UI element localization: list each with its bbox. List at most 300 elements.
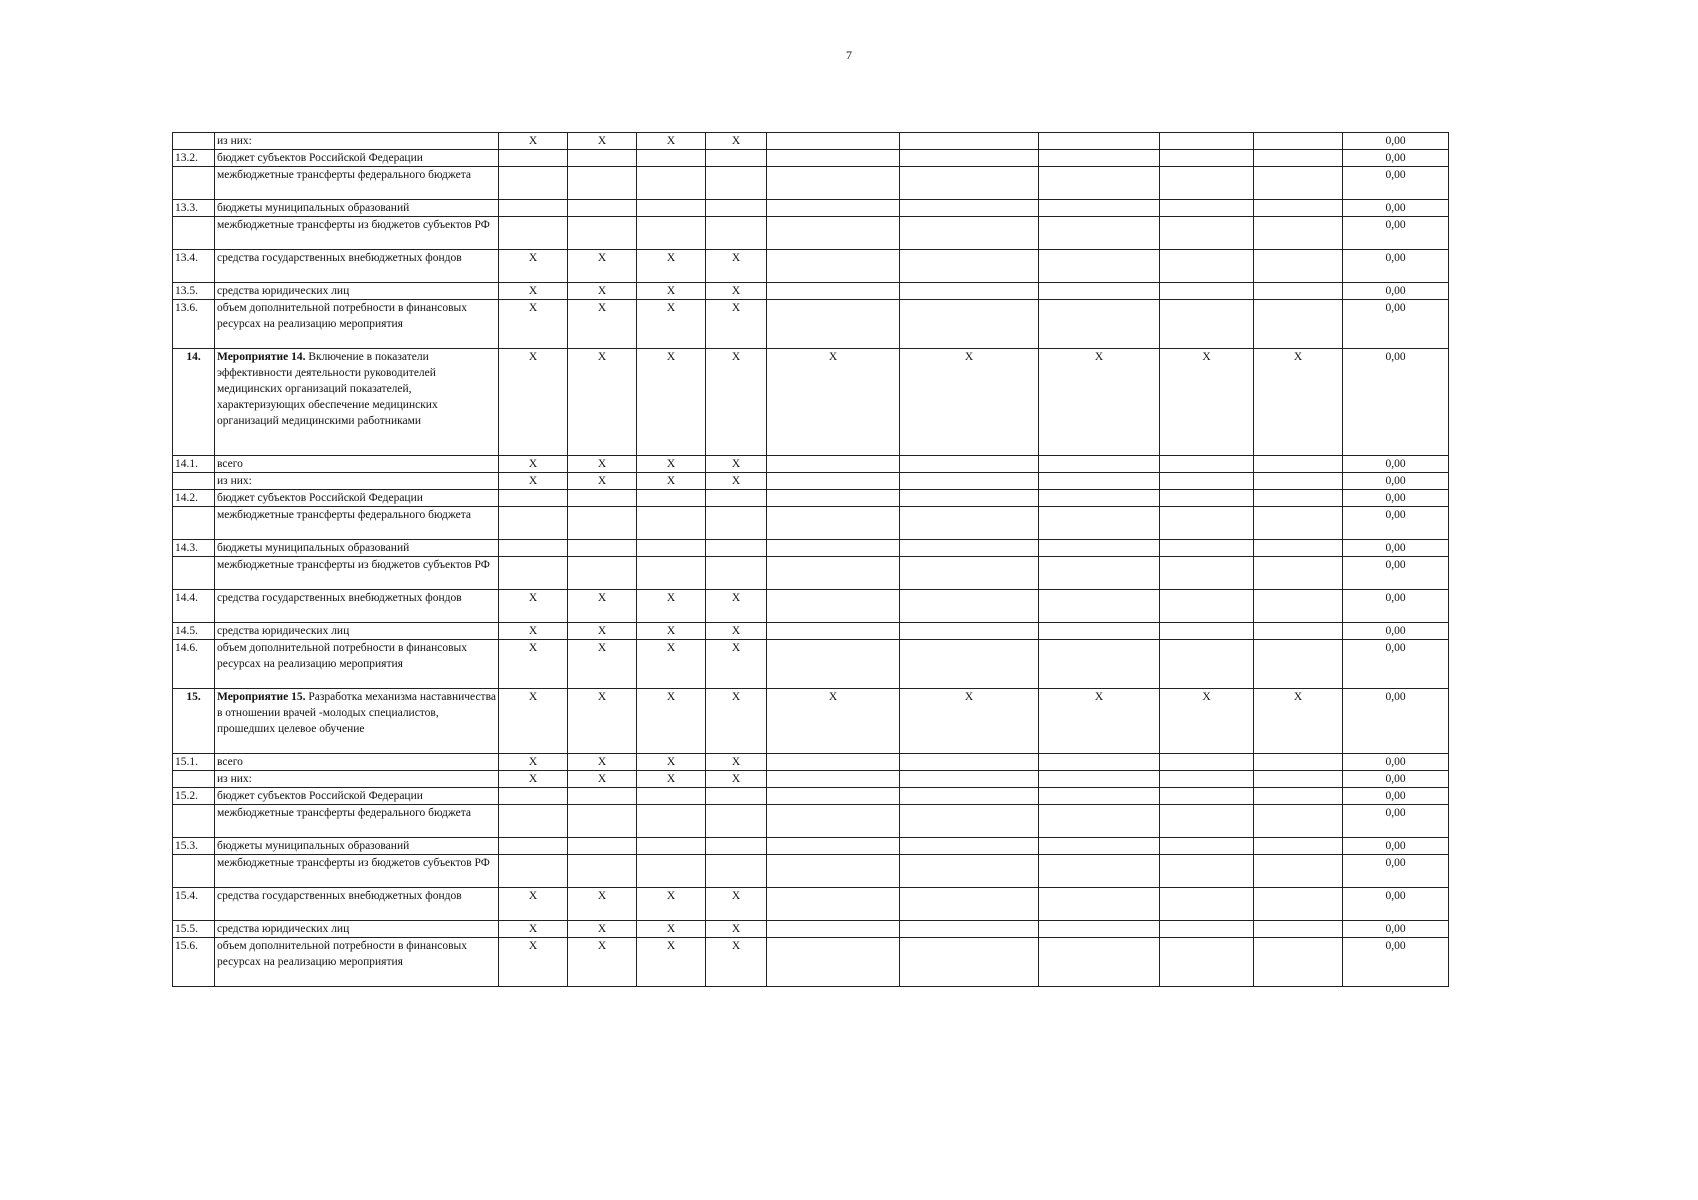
row-name xyxy=(215,250,499,283)
sum-cell: 0,00 xyxy=(1343,921,1449,938)
table-row xyxy=(173,771,1449,788)
mark-cell xyxy=(568,540,637,557)
mark-cell xyxy=(1160,473,1254,490)
mark-cell xyxy=(1160,938,1254,987)
mark-cell xyxy=(1039,788,1160,805)
table-row xyxy=(173,250,1449,283)
row-number: 13.5. xyxy=(173,283,215,300)
mark-cell xyxy=(1254,805,1343,838)
row-number: 15.5. xyxy=(173,921,215,938)
row-number: 15.1. xyxy=(173,754,215,771)
mark-cell xyxy=(568,490,637,507)
measure-title: Мероприятие 14. xyxy=(217,351,306,363)
row-number: 14.3. xyxy=(173,540,215,557)
row-name xyxy=(215,456,499,473)
row-number: 15.2. xyxy=(173,788,215,805)
row-number: 14.2. xyxy=(173,490,215,507)
row-name-text: из них: xyxy=(217,773,252,785)
mark-cell xyxy=(706,167,767,200)
mark-cell xyxy=(1039,473,1160,490)
mark-cell xyxy=(900,150,1039,167)
table-row xyxy=(173,788,1449,805)
mark-cell: X xyxy=(499,349,568,456)
mark-cell xyxy=(767,805,900,838)
table-row xyxy=(173,456,1449,473)
table-row xyxy=(173,300,1449,349)
mark-cell: X xyxy=(637,473,706,490)
mark-cell: X xyxy=(637,349,706,456)
mark-cell xyxy=(1039,754,1160,771)
mark-cell: X xyxy=(1254,349,1343,456)
mark-cell xyxy=(637,557,706,590)
mark-cell xyxy=(1039,217,1160,250)
mark-cell: X xyxy=(499,640,568,689)
mark-cell xyxy=(637,540,706,557)
mark-cell xyxy=(1254,640,1343,689)
mark-cell xyxy=(1039,888,1160,921)
mark-cell: X xyxy=(900,349,1039,456)
mark-cell: X xyxy=(706,754,767,771)
mark-cell xyxy=(706,805,767,838)
table-row xyxy=(173,590,1449,623)
row-name-text: из них: xyxy=(217,475,252,487)
row-number: 13.3. xyxy=(173,200,215,217)
mark-cell xyxy=(568,200,637,217)
mark-cell xyxy=(637,167,706,200)
mark-cell xyxy=(568,167,637,200)
row-name-text: средства государственных внебюджетных фондов xyxy=(217,252,462,264)
mark-cell xyxy=(1160,557,1254,590)
mark-cell: X xyxy=(706,133,767,150)
row-name xyxy=(215,217,499,250)
table-row xyxy=(173,938,1449,987)
mark-cell: X xyxy=(637,689,706,754)
mark-cell: X xyxy=(637,250,706,283)
mark-cell xyxy=(767,921,900,938)
sum-cell: 0,00 xyxy=(1343,771,1449,788)
mark-cell xyxy=(1160,838,1254,855)
mark-cell xyxy=(1160,590,1254,623)
mark-cell xyxy=(637,490,706,507)
mark-cell xyxy=(1039,133,1160,150)
mark-cell xyxy=(1160,921,1254,938)
mark-cell xyxy=(900,300,1039,349)
row-number: 13.6. xyxy=(173,300,215,349)
mark-cell xyxy=(706,788,767,805)
mark-cell xyxy=(1160,640,1254,689)
mark-cell xyxy=(767,167,900,200)
mark-cell xyxy=(767,557,900,590)
sum-cell: 0,00 xyxy=(1343,473,1449,490)
row-name-text: межбюджетные трансферты федерального бюджета xyxy=(217,509,472,521)
budget-table xyxy=(172,132,1449,987)
row-name xyxy=(215,788,499,805)
row-name-text: межбюджетные трансферты из бюджетов субъектов РФ xyxy=(217,559,490,571)
row-name xyxy=(215,540,499,557)
row-name-text: Включение в показатели эффективности деятельности руководителей медицинских организаций показателей, характеризующих обеспечение медицинских организаций медицинскими работниками xyxy=(217,351,438,427)
mark-cell xyxy=(499,788,568,805)
measure-title: Мероприятие 15. xyxy=(217,691,306,703)
mark-cell: X xyxy=(568,938,637,987)
mark-cell xyxy=(499,200,568,217)
mark-cell xyxy=(767,456,900,473)
mark-cell xyxy=(637,805,706,838)
row-name xyxy=(215,150,499,167)
mark-cell xyxy=(1039,200,1160,217)
mark-cell xyxy=(1160,855,1254,888)
mark-cell xyxy=(1160,150,1254,167)
row-name xyxy=(215,938,499,987)
mark-cell xyxy=(1254,557,1343,590)
row-name-text: всего xyxy=(217,458,243,470)
row-number xyxy=(173,771,215,788)
mark-cell xyxy=(706,507,767,540)
mark-cell xyxy=(767,300,900,349)
mark-cell: X xyxy=(568,473,637,490)
mark-cell xyxy=(637,855,706,888)
sum-cell: 0,00 xyxy=(1343,590,1449,623)
mark-cell xyxy=(900,200,1039,217)
mark-cell xyxy=(568,557,637,590)
mark-cell xyxy=(767,473,900,490)
mark-cell xyxy=(1254,507,1343,540)
mark-cell xyxy=(706,490,767,507)
row-name-text: бюджеты муниципальных образований xyxy=(217,840,410,852)
row-number xyxy=(173,133,215,150)
row-name-text: межбюджетные трансферты федерального бюджета xyxy=(217,807,472,819)
mark-cell xyxy=(1254,200,1343,217)
mark-cell xyxy=(1254,133,1343,150)
row-number xyxy=(173,473,215,490)
mark-cell xyxy=(1039,283,1160,300)
row-number: 14.6. xyxy=(173,640,215,689)
row-name-text: средства государственных внебюджетных фондов xyxy=(217,890,462,902)
sum-cell: 0,00 xyxy=(1343,349,1449,456)
table-row xyxy=(173,557,1449,590)
mark-cell xyxy=(1160,167,1254,200)
row-number xyxy=(173,855,215,888)
mark-cell xyxy=(767,771,900,788)
table-row xyxy=(173,133,1449,150)
mark-cell xyxy=(1039,507,1160,540)
row-name xyxy=(215,349,499,456)
row-name-text: бюджет субъектов Российской Федерации xyxy=(217,790,423,802)
mark-cell xyxy=(1039,590,1160,623)
mark-cell xyxy=(1160,250,1254,283)
mark-cell xyxy=(706,540,767,557)
mark-cell xyxy=(1254,250,1343,283)
mark-cell xyxy=(900,217,1039,250)
mark-cell xyxy=(1160,805,1254,838)
mark-cell: X xyxy=(499,250,568,283)
mark-cell xyxy=(767,838,900,855)
mark-cell xyxy=(499,167,568,200)
row-name xyxy=(215,754,499,771)
mark-cell xyxy=(1254,623,1343,640)
mark-cell xyxy=(767,200,900,217)
sum-cell: 0,00 xyxy=(1343,200,1449,217)
row-name-text: межбюджетные трансферты федерального бюджета xyxy=(217,169,472,181)
mark-cell xyxy=(900,788,1039,805)
row-name xyxy=(215,590,499,623)
mark-cell xyxy=(767,150,900,167)
table-row xyxy=(173,507,1449,540)
table-row xyxy=(173,623,1449,640)
mark-cell xyxy=(1039,300,1160,349)
mark-cell xyxy=(1254,855,1343,888)
row-name-text: объем дополнительной потребности в финансовых ресурсах на реализацию мероприятия xyxy=(217,302,468,330)
mark-cell xyxy=(637,788,706,805)
mark-cell xyxy=(767,754,900,771)
mark-cell: X xyxy=(499,283,568,300)
mark-cell xyxy=(1039,623,1160,640)
mark-cell xyxy=(1039,250,1160,283)
mark-cell xyxy=(900,540,1039,557)
mark-cell xyxy=(1039,456,1160,473)
mark-cell xyxy=(568,150,637,167)
mark-cell xyxy=(767,217,900,250)
mark-cell xyxy=(900,590,1039,623)
row-number: 13.2. xyxy=(173,150,215,167)
mark-cell: X xyxy=(637,640,706,689)
mark-cell xyxy=(1160,456,1254,473)
mark-cell xyxy=(767,250,900,283)
mark-cell xyxy=(499,540,568,557)
mark-cell xyxy=(1160,507,1254,540)
mark-cell xyxy=(637,200,706,217)
mark-cell xyxy=(1254,540,1343,557)
mark-cell xyxy=(1160,300,1254,349)
mark-cell: X xyxy=(706,938,767,987)
mark-cell xyxy=(1039,921,1160,938)
mark-cell xyxy=(900,855,1039,888)
mark-cell xyxy=(1039,805,1160,838)
mark-cell: X xyxy=(637,888,706,921)
sum-cell: 0,00 xyxy=(1343,805,1449,838)
mark-cell xyxy=(767,283,900,300)
row-number xyxy=(173,507,215,540)
mark-cell xyxy=(900,938,1039,987)
mark-cell xyxy=(900,640,1039,689)
mark-cell xyxy=(900,921,1039,938)
mark-cell xyxy=(568,805,637,838)
row-number: 14.5. xyxy=(173,623,215,640)
mark-cell xyxy=(499,838,568,855)
row-name xyxy=(215,921,499,938)
mark-cell xyxy=(706,838,767,855)
mark-cell: X xyxy=(1039,689,1160,754)
mark-cell xyxy=(1254,490,1343,507)
mark-cell xyxy=(1039,640,1160,689)
mark-cell xyxy=(1039,150,1160,167)
mark-cell: X xyxy=(706,473,767,490)
row-name xyxy=(215,805,499,838)
mark-cell: X xyxy=(499,133,568,150)
mark-cell xyxy=(900,771,1039,788)
mark-cell xyxy=(1254,473,1343,490)
row-name-text: из них: xyxy=(217,135,252,147)
mark-cell xyxy=(900,557,1039,590)
sum-cell: 0,00 xyxy=(1343,754,1449,771)
mark-cell xyxy=(1254,788,1343,805)
row-name xyxy=(215,490,499,507)
mark-cell: X xyxy=(637,938,706,987)
mark-cell xyxy=(767,540,900,557)
row-name-text: объем дополнительной потребности в финансовых ресурсах на реализацию мероприятия xyxy=(217,642,468,670)
mark-cell xyxy=(1254,300,1343,349)
sum-cell: 0,00 xyxy=(1343,838,1449,855)
mark-cell: X xyxy=(568,921,637,938)
mark-cell xyxy=(1160,623,1254,640)
mark-cell: X xyxy=(637,921,706,938)
sum-cell: 0,00 xyxy=(1343,167,1449,200)
mark-cell: X xyxy=(706,771,767,788)
mark-cell: X xyxy=(499,623,568,640)
mark-cell: X xyxy=(706,456,767,473)
mark-cell xyxy=(1160,771,1254,788)
table-row xyxy=(173,805,1449,838)
mark-cell xyxy=(1254,150,1343,167)
mark-cell xyxy=(767,507,900,540)
mark-cell xyxy=(1160,540,1254,557)
mark-cell: X xyxy=(706,623,767,640)
sum-cell: 0,00 xyxy=(1343,150,1449,167)
row-name-text: объем дополнительной потребности в финансовых ресурсах на реализацию мероприятия xyxy=(217,940,468,968)
mark-cell xyxy=(900,283,1039,300)
mark-cell xyxy=(1254,283,1343,300)
row-name-text: бюджеты муниципальных образований xyxy=(217,542,410,554)
table-row xyxy=(173,540,1449,557)
mark-cell xyxy=(1254,838,1343,855)
row-number xyxy=(173,167,215,200)
mark-cell: X xyxy=(499,300,568,349)
mark-cell: X xyxy=(568,888,637,921)
mark-cell: X xyxy=(637,771,706,788)
mark-cell xyxy=(1160,888,1254,921)
mark-cell: X xyxy=(1254,689,1343,754)
sum-cell: 0,00 xyxy=(1343,640,1449,689)
mark-cell xyxy=(1254,754,1343,771)
row-number xyxy=(173,805,215,838)
mark-cell xyxy=(1254,167,1343,200)
mark-cell xyxy=(900,133,1039,150)
mark-cell: X xyxy=(568,250,637,283)
row-name xyxy=(215,623,499,640)
row-number: 15. xyxy=(173,689,215,754)
mark-cell xyxy=(1254,921,1343,938)
table-row xyxy=(173,640,1449,689)
sum-cell: 0,00 xyxy=(1343,788,1449,805)
mark-cell xyxy=(900,473,1039,490)
row-name xyxy=(215,507,499,540)
mark-cell xyxy=(1039,855,1160,888)
mark-cell xyxy=(499,557,568,590)
mark-cell: X xyxy=(568,590,637,623)
mark-cell: X xyxy=(637,590,706,623)
mark-cell: X xyxy=(900,689,1039,754)
row-name-text: средства юридических лиц xyxy=(217,625,350,637)
mark-cell: X xyxy=(637,623,706,640)
mark-cell xyxy=(1254,938,1343,987)
row-name xyxy=(215,640,499,689)
mark-cell: X xyxy=(568,689,637,754)
mark-cell: X xyxy=(1160,689,1254,754)
mark-cell: X xyxy=(706,640,767,689)
sum-cell: 0,00 xyxy=(1343,250,1449,283)
mark-cell xyxy=(499,217,568,250)
mark-cell xyxy=(900,754,1039,771)
mark-cell: X xyxy=(706,300,767,349)
row-name-text: Разработка механизма наставничества в отношении врачей -молодых специалистов, прошедших целевое обучение xyxy=(217,691,496,735)
sum-cell: 0,00 xyxy=(1343,689,1449,754)
sum-cell: 0,00 xyxy=(1343,490,1449,507)
mark-cell: X xyxy=(499,771,568,788)
mark-cell xyxy=(1160,490,1254,507)
mark-cell: X xyxy=(568,133,637,150)
mark-cell xyxy=(767,623,900,640)
mark-cell xyxy=(499,805,568,838)
sum-cell: 0,00 xyxy=(1343,217,1449,250)
row-name-text: всего xyxy=(217,756,243,768)
mark-cell: X xyxy=(1160,349,1254,456)
mark-cell xyxy=(767,788,900,805)
sum-cell: 0,00 xyxy=(1343,557,1449,590)
table-row xyxy=(173,855,1449,888)
mark-cell: X xyxy=(568,283,637,300)
table-row xyxy=(173,167,1449,200)
mark-cell xyxy=(1160,217,1254,250)
mark-cell xyxy=(1160,283,1254,300)
mark-cell xyxy=(568,838,637,855)
mark-cell: X xyxy=(706,921,767,938)
mark-cell: X xyxy=(499,456,568,473)
mark-cell: X xyxy=(499,888,568,921)
mark-cell xyxy=(900,805,1039,838)
row-number xyxy=(173,217,215,250)
table-row xyxy=(173,217,1449,250)
row-name xyxy=(215,557,499,590)
mark-cell xyxy=(1039,557,1160,590)
table-row xyxy=(173,200,1449,217)
mark-cell xyxy=(900,507,1039,540)
mark-cell xyxy=(1039,167,1160,200)
mark-cell xyxy=(637,507,706,540)
row-number: 13.4. xyxy=(173,250,215,283)
row-number: 14.1. xyxy=(173,456,215,473)
mark-cell: X xyxy=(499,473,568,490)
sum-cell: 0,00 xyxy=(1343,133,1449,150)
mark-cell: X xyxy=(568,456,637,473)
row-name xyxy=(215,300,499,349)
row-name-text: средства юридических лиц xyxy=(217,923,350,935)
mark-cell xyxy=(1254,888,1343,921)
mark-cell: X xyxy=(499,590,568,623)
row-name-text: средства государственных внебюджетных фондов xyxy=(217,592,462,604)
mark-cell xyxy=(767,490,900,507)
mark-cell xyxy=(1160,133,1254,150)
mark-cell: X xyxy=(637,133,706,150)
row-name xyxy=(215,689,499,754)
mark-cell xyxy=(900,490,1039,507)
mark-cell: X xyxy=(767,689,900,754)
mark-cell xyxy=(499,507,568,540)
mark-cell: X xyxy=(706,689,767,754)
table-row xyxy=(173,754,1449,771)
mark-cell xyxy=(568,217,637,250)
mark-cell: X xyxy=(637,754,706,771)
row-name xyxy=(215,855,499,888)
mark-cell xyxy=(568,788,637,805)
